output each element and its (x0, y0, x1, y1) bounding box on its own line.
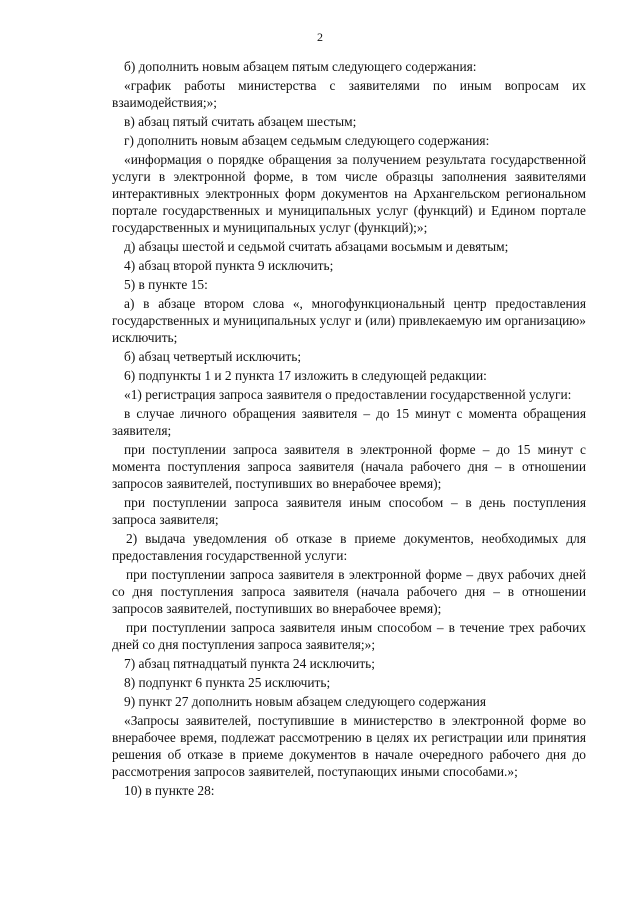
paragraph: б) дополнить новым абзацем пятым следующего содержания: (124, 59, 477, 74)
paragraph: «Запросы заявителей, поступившие в министерство в электронной форме во внерабочее время, подлежат рассмотрению в целях их регистрации или принятия решения об отказе в приеме документов в начале очередного рабочего дня до рассмотрения запросов заявителей, поступающих иными способами.»; (112, 713, 586, 779)
paragraph: 4) абзац второй пункта 9 исключить; (124, 258, 334, 273)
paragraph: 8) подпункт 6 пункта 25 исключить; (124, 675, 331, 690)
document-body (112, 58, 586, 801)
page-number: 2 (317, 30, 323, 44)
paragraph: 5) в пункте 15: (124, 277, 208, 292)
paragraph: при поступлении запроса заявителя иным способом – в день поступления запроса заявителя; (112, 495, 586, 527)
paragraph: при поступлении запроса заявителя в электронной форме – до 15 минут с момента поступления запроса заявителя (начала рабочего дня – в отношении запросов заявителей, поступивших во внерабочее время); (112, 442, 586, 491)
paragraph: 10) в пункте 28: (124, 783, 215, 798)
paragraph: д) абзацы шестой и седьмой считать абзацами восьмым и девятым; (124, 239, 509, 254)
paragraph: а) в абзаце втором слова «, многофункциональный центр предоставления государственных и муниципальных услуг и (или) привлекаемую им организацию» исключить; (112, 296, 586, 345)
paragraph: 6) подпункты 1 и 2 пункта 17 изложить в следующей редакции: (124, 368, 487, 383)
paragraph: «информация о порядке обращения за получением результата государственной услуги в электронной форме, в том числе образцы заполнения заявителями интерактивных электронных форм документов на Архангельском региональном портале государственных и муниципальных услуг (функций) и Едином портале государственных и муниципальных услуг (функций);»; (112, 152, 586, 235)
paragraph: при поступлении запроса заявителя иным способом – в течение трех рабочих дней со дня поступления запроса заявителя;»; (112, 620, 586, 652)
paragraph: при поступлении запроса заявителя в электронной форме – двух рабочих дней со дня поступления запроса заявителя (начала рабочего дня – в отношении запросов заявителей, поступивших во внерабочее время); (112, 567, 586, 616)
paragraph: 2) выдача уведомления об отказе в приеме документов, необходимых для предоставления государственной услуги: (112, 531, 586, 563)
paragraph: «1) регистрация запроса заявителя о предоставлении государственной услуги: (124, 387, 572, 402)
paragraph: в случае личного обращения заявителя – до 15 минут с момента обращения заявителя; (112, 406, 586, 438)
paragraph: 7) абзац пятнадцатый пункта 24 исключить; (124, 656, 376, 671)
paragraph: г) дополнить новым абзацем седьмым следующего содержания: (124, 133, 490, 148)
paragraph: «график работы министерства с заявителями по иным вопросам их взаимодействия;»; (112, 78, 586, 110)
paragraph: б) абзац четвертый исключить; (124, 349, 302, 364)
paragraph: 9) пункт 27 дополнить новым абзацем следующего содержания (124, 694, 486, 709)
paragraph: в) абзац пятый считать абзацем шестым; (124, 114, 357, 129)
